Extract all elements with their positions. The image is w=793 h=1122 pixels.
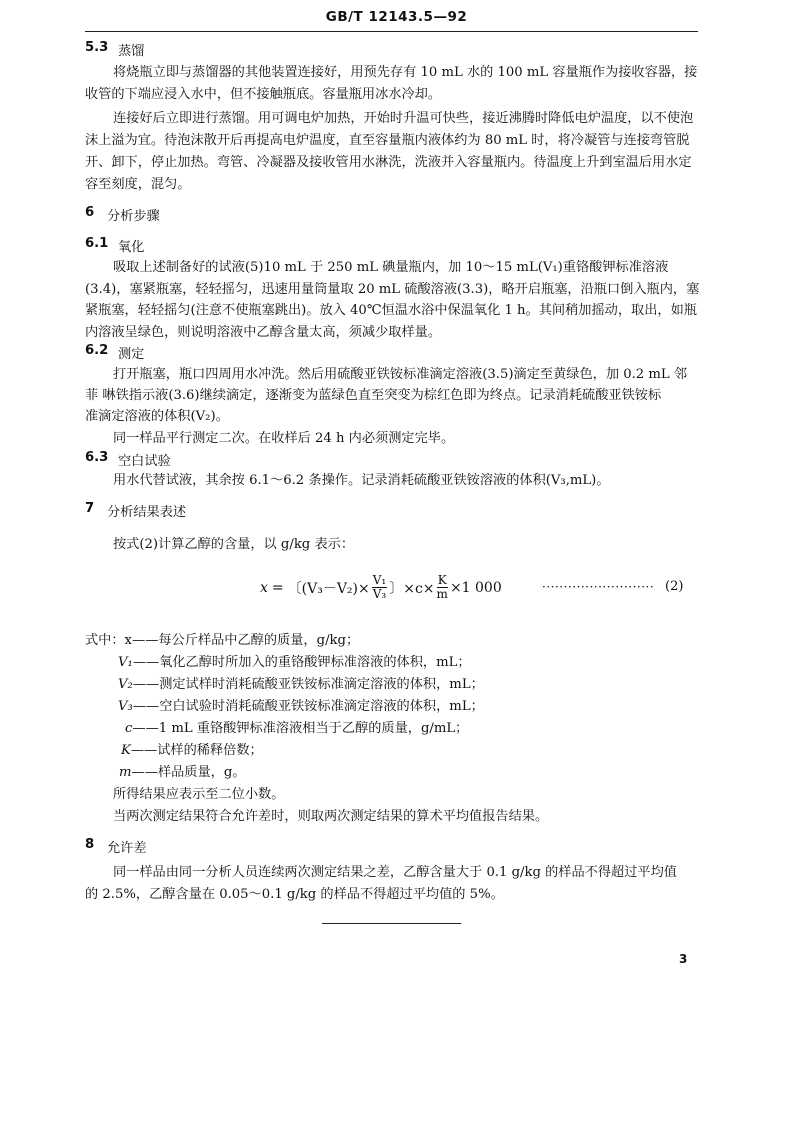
where-item bbox=[118, 696, 484, 717]
where-item bbox=[121, 740, 263, 761]
section-5-3-number: 5.3 bbox=[85, 40, 109, 55]
section-7-title: 分析结果表述 bbox=[107, 505, 187, 520]
where-text: ——每公斤样品中乙醇的质量，g/kg； bbox=[132, 633, 360, 648]
section-6-number: 6 bbox=[85, 205, 95, 220]
section-6-3-number: 6.3 bbox=[85, 450, 109, 465]
where-item bbox=[118, 674, 484, 695]
s8-line2: 的 2.5%，乙醇含量在 0.05～0.1 g/kg 的样品不得超过平均值的 5%。 bbox=[85, 887, 504, 902]
section-6-1-number: 6.1 bbox=[85, 236, 109, 251]
formula-fraction-v1-v3 bbox=[372, 574, 387, 601]
s7-intro: 按式(2)计算乙醇的含量，以 g/kg 表示： bbox=[113, 537, 355, 552]
fraction2-numerator: K bbox=[437, 573, 447, 587]
section-6-1-title: 氧化 bbox=[118, 240, 145, 255]
end-rule bbox=[322, 923, 461, 924]
s53-p1-line2: 收管的下端应浸入水中，但不接触瓶底。容量瓶用冰水冷却。 bbox=[85, 87, 442, 102]
where-text: ——样品质量，g。 bbox=[131, 765, 246, 780]
where-text: ——测定试样时消耗硫酸亚铁铵标准滴定溶液的体积，mL； bbox=[132, 677, 484, 692]
header-rule bbox=[85, 31, 698, 32]
formula-fraction-k-m bbox=[437, 574, 448, 601]
formula-label: (2) bbox=[665, 579, 684, 594]
section-8-title: 允许差 bbox=[107, 841, 147, 856]
s8-line1: 同一样品由同一分析人员连续两次测定结果之差，乙醇含量大于 0.1 g/kg 的样品不得超过平均值 bbox=[113, 865, 677, 880]
s63-line1: 用水代替试液，其余按 6.1～6.2 条操作。记录消耗硫酸亚铁铵溶液的体积(V₃,mL)。 bbox=[113, 473, 610, 488]
where-symbol: m bbox=[119, 765, 132, 780]
formula-2 bbox=[260, 574, 502, 601]
where-item bbox=[119, 762, 245, 783]
where-symbol: V₁ bbox=[118, 655, 133, 670]
s61-line3: 紧瓶塞，轻轻摇匀(注意不使瓶塞跳出)。放入 40℃恒温水浴中保温氧化 1 h。其间稍加摇动，取出，如瓶 bbox=[85, 303, 697, 318]
where-text: ——氧化乙醇时所加入的重铬酸钾标准溶液的体积，mL； bbox=[132, 655, 471, 670]
fraction-denominator: V₃ bbox=[372, 587, 387, 601]
standard-header: GB/T 12143.5—92 bbox=[325, 9, 468, 25]
s7-note1: 所得结果应表示至二位小数。 bbox=[113, 787, 285, 802]
section-5-3-title: 蒸馏 bbox=[118, 44, 145, 59]
s61-line4: 内溶液呈绿色，则说明溶液中乙醇含量太高，须减少取样量。 bbox=[85, 325, 442, 340]
section-6-2-title: 测定 bbox=[118, 347, 145, 362]
where-symbol: c bbox=[125, 721, 133, 736]
section-7-number: 7 bbox=[85, 501, 95, 516]
section-6-3-title: 空白试验 bbox=[118, 454, 171, 469]
s62-line3: 准滴定溶液的体积(V₂)。 bbox=[85, 409, 229, 424]
where-text: ——试样的稀释倍数； bbox=[130, 743, 263, 758]
page-number: 3 bbox=[679, 952, 688, 966]
formula-part3: ×1 000 bbox=[449, 579, 502, 596]
s62-line2: 菲 啉铁指示液(3.6)继续滴定，逐渐变为蓝绿色直至突变为棕红色即为终点。记录消耗硫酸亚铁铵标 bbox=[85, 388, 662, 403]
s7-note2: 当两次测定结果符合允许差时，则取两次测定结果的算术平均值报告结果。 bbox=[113, 809, 549, 824]
where-item bbox=[118, 652, 471, 673]
section-6-title: 分析步骤 bbox=[107, 209, 160, 224]
s53-p2-line4: 容至刻度，混匀。 bbox=[85, 177, 191, 192]
where-item bbox=[125, 718, 468, 739]
formula-equals: = bbox=[271, 579, 284, 596]
formula-leader-dots: ·························· bbox=[542, 580, 655, 594]
fraction2-denominator: m bbox=[436, 587, 448, 601]
s62-line4: 同一样品平行测定二次。在收样后 24 h 内必须测定完毕。 bbox=[113, 431, 455, 446]
where-symbol: 式中：x bbox=[85, 633, 132, 648]
s53-p2-line1: 连接好后立即进行蒸馏。用可调电炉加热，开始时升温可快些，接近沸腾时降低电炉温度，以不使泡 bbox=[113, 111, 694, 126]
s53-p2-line2: 沫上溢为宜。待泡沫散开后再提高电炉温度，直至容量瓶内液体约为 80 mL 时，将冷凝管与连接弯管脱 bbox=[85, 133, 690, 148]
where-item bbox=[85, 630, 359, 651]
formula-part1: 〔(V₃－V₂)× bbox=[287, 580, 370, 597]
where-text: ——空白试验时消耗硫酸亚铁铵标准滴定溶液的体积，mL； bbox=[132, 699, 484, 714]
where-text: ——1 mL 重铬酸钾标准溶液相当于乙醇的质量，g/mL； bbox=[132, 721, 469, 736]
formula-part2: 〕×c× bbox=[389, 580, 435, 597]
fraction-numerator: V₁ bbox=[372, 573, 387, 587]
where-symbol: K bbox=[121, 743, 131, 758]
s62-line1: 打开瓶塞，瓶口四周用水冲洗。然后用硫酸亚铁铵标准滴定溶液(3.5)滴定至黄绿色，加 0.2 mL 邻 bbox=[113, 367, 688, 382]
where-symbol: V₂ bbox=[118, 677, 133, 692]
where-symbol: V₃ bbox=[118, 699, 133, 714]
section-8-number: 8 bbox=[85, 837, 95, 852]
s61-line2: (3.4)，塞紧瓶塞，轻轻摇匀，迅速用量筒量取 20 mL 硫酸溶液(3.3)，略开启瓶塞，沿瓶口倒入瓶内，塞 bbox=[85, 282, 700, 297]
s61-line1: 吸取上述制备好的试液(5)10 mL 于 250 mL 碘量瓶内，加 10～15 mL(V₁)重铬酸钾标准溶液 bbox=[113, 260, 669, 275]
section-6-2-number: 6.2 bbox=[85, 343, 109, 358]
s53-p2-line3: 开、卸下，停止加热。弯管、冷凝器及接收管用水淋洗，洗液并入容量瓶内。待温度上升到室温后用水定 bbox=[85, 155, 692, 170]
s53-p1-line1: 将烧瓶立即与蒸馏器的其他装置连接好，用预先存有 10 mL 水的 100 mL 容量瓶作为接收容器，接 bbox=[113, 65, 698, 80]
formula-lhs: x bbox=[260, 579, 268, 596]
